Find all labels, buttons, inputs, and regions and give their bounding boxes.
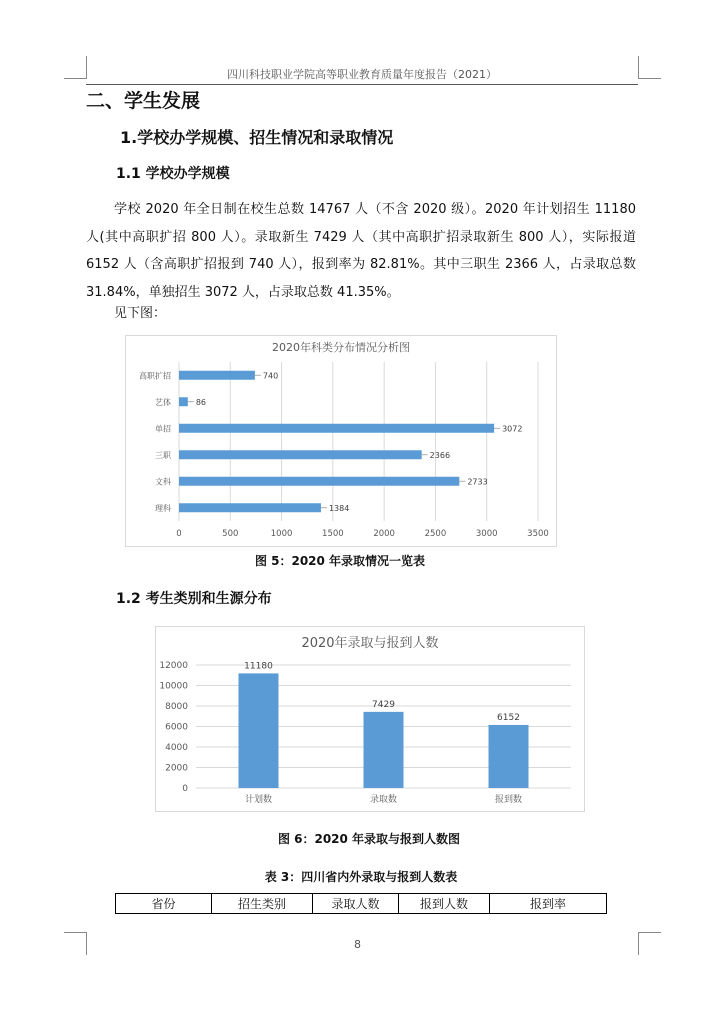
chart1-title: 2020年科类分布情况分析图 <box>272 341 410 354</box>
chart2-bar <box>239 673 279 788</box>
body-paragraph: 学校 2020 年全日制在校生总数 14767 人（不含 2020 级）。2020 年计划招生 11180 人(其中高职扩招 800 人）。录取新生 7429 人（其中高职扩招录取新生 800 人），实际报道 6152 人（含高职扩招报到 740 人），报到率为 82.81%。其中三职生 2366 人，占录取总数 31.84%，单独招生 3072 人，占录取总数 41.35%。 <box>86 202 636 300</box>
chart1-x-tick: 2500 <box>424 529 447 539</box>
chart2-category-label: 计划数 <box>244 795 273 805</box>
chart1-x-tick: 2000 <box>373 529 395 539</box>
chart2-data-label: 6152 <box>497 712 520 723</box>
running-header: 四川科技职业学院高等职业教育质量年度报告（2021） <box>86 66 638 85</box>
chart2-y-tick: 12000 <box>159 661 188 671</box>
see-below-text: 见下图： <box>114 306 167 321</box>
chart1-category-label: 三职 <box>155 450 171 460</box>
figure6-caption: 图 6：2020 年录取与报到人数图 <box>277 832 461 846</box>
chart1-bar <box>179 503 321 512</box>
chart1-bar <box>179 371 255 380</box>
chart2-y-tick: 0 <box>182 784 188 794</box>
chart2-bar <box>364 712 404 788</box>
table-header-cell: 报到率 <box>490 894 607 914</box>
chart-subject-distribution <box>125 335 557 547</box>
table3-caption: 表 3：四川省内外录取与报到人数表 <box>264 870 458 884</box>
chart1-svg <box>126 336 556 546</box>
figure5-caption: 图 5：2020 年录取情况一览表 <box>254 554 426 568</box>
chart1-category-label: 文科 <box>155 477 171 487</box>
chart1-bar <box>179 477 459 486</box>
chart1-data-label: 3072 <box>502 424 523 434</box>
chart-admission-report <box>155 626 585 812</box>
table-header-cell: 录取人数 <box>313 894 399 914</box>
section-heading: 二、学生发展 <box>86 90 201 112</box>
chart2-bar <box>489 725 529 788</box>
chart2-data-label: 11180 <box>244 661 273 672</box>
chart1-category-label: 理科 <box>155 503 171 513</box>
chart1-category-label: 艺体 <box>155 397 171 407</box>
chart1-category-label: 单招 <box>155 424 171 434</box>
corner-mark-top-left <box>64 56 87 79</box>
sub-heading-1-2: 1.2 考生类别和生源分布 <box>116 591 272 607</box>
chart1-bar <box>179 424 494 433</box>
chart1-data-label: 86 <box>195 397 207 407</box>
table3 <box>115 893 607 914</box>
chart1-category-label: 高职扩招 <box>139 371 171 381</box>
chart1-x-tick: 500 <box>222 529 239 539</box>
subsection-heading: 1.学校办学规模、招生情况和录取情况 <box>120 128 394 147</box>
chart2-y-tick: 2000 <box>165 763 188 774</box>
chart2-category-label: 录取数 <box>369 795 398 805</box>
chart1-data-label: 1384 <box>328 503 350 513</box>
chart1-x-tick: 1500 <box>322 529 344 539</box>
chart1-data-label: 2733 <box>467 477 488 487</box>
chart2-y-tick: 10000 <box>159 681 188 692</box>
chart2-title: 2020年录取与报到人数 <box>301 636 439 651</box>
chart1-x-tick: 0 <box>176 529 182 539</box>
chart2-svg <box>156 627 584 811</box>
chart2-y-tick: 6000 <box>165 722 188 733</box>
chart1-data-label: 2366 <box>429 450 451 460</box>
corner-mark-top-right <box>638 56 661 79</box>
chart2-y-tick: 4000 <box>165 743 188 753</box>
chart1-bar <box>179 450 422 459</box>
table-header-cell: 省份 <box>116 894 212 914</box>
chart1-x-tick: 1000 <box>270 529 293 539</box>
chart1-x-tick: 3000 <box>475 529 498 539</box>
sub-heading-1-1: 1.1 学校办学规模 <box>116 166 230 182</box>
table-header-cell: 招生类别 <box>212 894 313 914</box>
chart1-bar <box>179 397 188 406</box>
chart2-data-label: 7429 <box>372 699 395 710</box>
chart2-y-tick: 8000 <box>165 702 188 712</box>
page-number: 8 <box>354 938 361 951</box>
table-header-row <box>116 894 607 914</box>
chart2-category-label: 报到数 <box>494 795 523 805</box>
chart1-data-label: 740 <box>262 371 279 381</box>
table-header-cell: 报到人数 <box>399 894 490 914</box>
chart1-x-tick: 3500 <box>527 529 549 539</box>
